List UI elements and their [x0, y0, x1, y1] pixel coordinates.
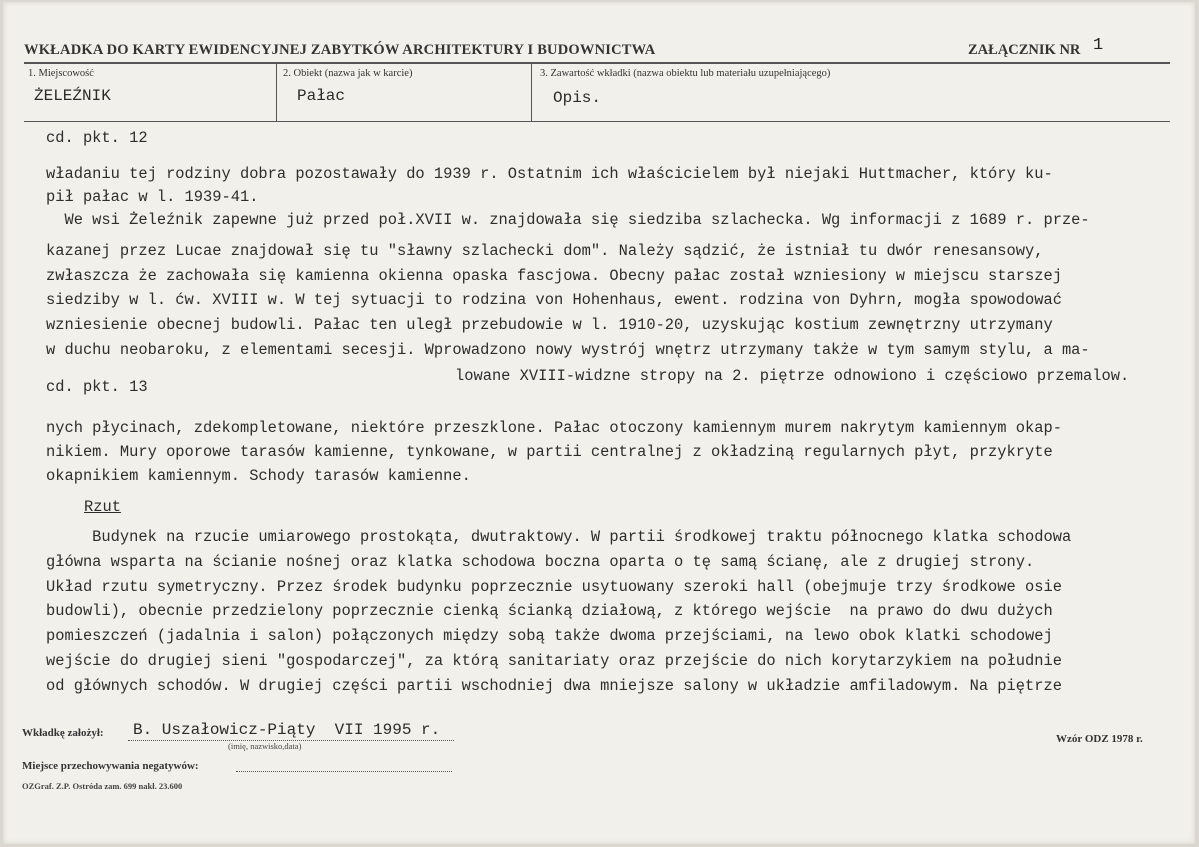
- line-12-7: wzniesienie obecnej budowli. Pałac ten uległ przebudowie w l. 1910-20, uzyskując kostium zewnętrzny utrzymany: [46, 316, 1053, 334]
- plan-heading: Rzut: [84, 498, 121, 516]
- negatives-location-label: Miejsce przechowywania negatywów:: [22, 760, 199, 772]
- prepared-by-label: Wkładkę założył:: [22, 727, 104, 739]
- line-12-2: pił pałac w l. 1939-41.: [46, 188, 259, 206]
- negatives-location-line: [236, 771, 452, 772]
- line-13-2: nikiem. Mury oporowe tarasów kamienne, tynkowane, w partii centralnej z okładziną regularnych płyt, przykryte: [46, 443, 1053, 461]
- content-value: Opis.: [553, 89, 602, 107]
- fields-bottom-rule: [24, 121, 1170, 122]
- printer-info: OZGraf. Z.P. Ostróda zam. 699 nakł. 23.600: [22, 781, 183, 791]
- plan-line-7: od głównych schodów. W drugiej części partii wschodniej dwa mniejsze salony w układzie amfiladowym. Na piętrze: [46, 677, 1062, 695]
- locality-value: ŻELEŹNIK: [34, 87, 111, 105]
- form-title: WKŁADKA DO KARTY EWIDENCYJNEJ ZABYTKÓW ARCHITEKTURY I BUDOWNICTWA: [24, 42, 656, 58]
- plan-line-2: główna wsparta na ścianie nośnej oraz klatka schodowa boczna oparta o tę samą ścianę, ale z drugiej strony.: [46, 553, 1035, 571]
- field-divider-1: [276, 63, 277, 121]
- line-12-8: w duchu neobaroku, z elementami secesji. Wprowadzono nowy wystrój wnętrz utrzymany także w tym samym stylu, a ma-: [46, 341, 1090, 359]
- content-label: 3. Zawartość wkładki (nazwa obiektu lub materiału uzupełniającego): [540, 68, 831, 79]
- object-label: 2. Obiekt (nazwa jak w karcie): [283, 68, 413, 79]
- field-divider-2: [531, 63, 532, 121]
- line-12-3: We wsi Żeleźnik zapewne już przed poł.XVII w. znajdowała się siedziba szlachecka. Wg informacji z 1689 r. prze-: [46, 211, 1090, 229]
- plan-line-3: Układ rzutu symetryczny. Przez środek budynku poprzecznie usytuowany szeroki hall (obejmuje trzy środkowe osie: [46, 578, 1062, 596]
- prepared-by-value: B. Uszałowicz-Piąty VII 1995 r.: [133, 721, 441, 739]
- line-12-5: zwłaszcza że zachowała się kamienna okienna opaska fascjowa. Obecny pałac został wzniesiony w miejscu starszej: [46, 267, 1062, 285]
- line-12-6: siedziby w l. ćw. XVIII w. W tej sytuacji to rodzina von Hohenhaus, ewent. rodzina von Dyhrn, mogła spowodować: [46, 291, 1062, 309]
- plan-line-6: wejście do drugiej sieni "gospodarczej", za którą sanitariaty oraz przejście do nich korytarzykiem na południe: [46, 652, 1062, 670]
- prepared-by-caption: (imię, nazwisko,data): [228, 741, 302, 751]
- section-12-heading: cd. pkt. 12: [46, 129, 148, 147]
- line-12-1: władaniu tej rodziny dobra pozostawały do 1939 r. Ostatnim ich właścicielem był niejaki Huttmacher, który ku-: [46, 165, 1053, 183]
- line-13-1: nych płycinach, zdekompletowane, niektóre przeszklone. Pałac otoczony kamiennym murem nakrytym kamiennym okap-: [46, 419, 1062, 437]
- plan-line-1: Budynek na rzucie umiarowego prostokąta, dwutraktowy. W partii środkowej traktu północnego klatka schodowa: [46, 528, 1072, 546]
- attachment-label: ZAŁĄCZNIK NR: [968, 42, 1081, 58]
- continuation-line: lowane XVIII-widzne stropy na 2. piętrze odnowiono i częściowo przemalow.: [455, 367, 1130, 385]
- object-value: Pałac: [297, 87, 346, 105]
- line-13-3: okapnikiem kamiennym. Schody tarasów kamienne.: [46, 467, 471, 485]
- locality-label: 1. Miejscowość: [28, 68, 94, 79]
- attachment-number: 1: [1093, 36, 1104, 55]
- header-rule: [24, 62, 1170, 64]
- plan-line-5: pomieszczeń (jadalnia i salon) połączonych między sobą także dwoma przejściami, na lewo obok klatki schodowej: [46, 627, 1053, 645]
- form-model: Wzór ODZ 1978 r.: [1056, 733, 1143, 745]
- section-13-heading: cd. pkt. 13: [46, 378, 148, 396]
- plan-line-4: budowli), obecnie przedzielony poprzecznie cienką ścianką działową, z którego wejście na prawo do dwu dużych: [46, 602, 1053, 620]
- line-12-4: kazanej przez Lucae znajdował się tu "sławny szlachecki dom". Należy sądzić, że istniał tu dwór renesansowy,: [46, 242, 1044, 260]
